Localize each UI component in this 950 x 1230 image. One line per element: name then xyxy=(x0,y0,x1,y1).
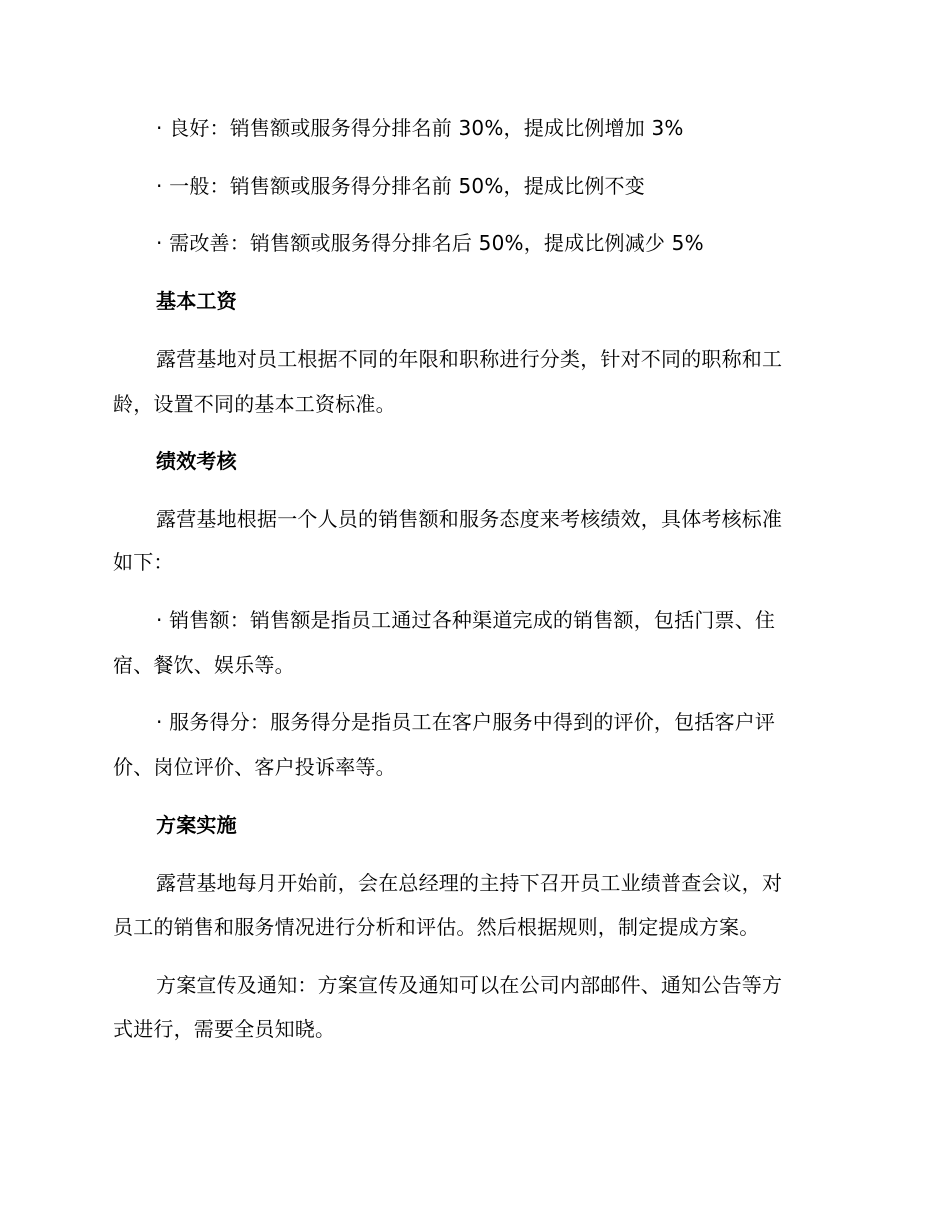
bullet-service-line1: · 服务得分：服务得分是指员工在客户服务中得到的评价，包括客户评 xyxy=(156,710,776,734)
bullet-sales-line2: 宿、餐饮、娱乐等。 xyxy=(113,653,295,677)
bullet-needs-improvement: · 需改善：销售额或服务得分排名后 50%，提成比例减少 5% xyxy=(156,231,704,255)
implementation-paragraph2-line1: 方案宣传及通知：方案宣传及通知可以在公司内部邮件、通知公告等方 xyxy=(156,973,783,997)
basic-salary-paragraph-line1: 露营基地对员工根据不同的年限和职称进行分类，针对不同的职称和工 xyxy=(156,347,783,371)
heading-basic-salary: 基本工资 xyxy=(156,289,237,313)
bullet-service-line2: 价、岗位评价、客户投诉率等。 xyxy=(113,755,396,779)
bullet-average: · 一般：销售额或服务得分排名前 50%，提成比例不变 xyxy=(156,174,645,198)
implementation-paragraph1-line1: 露营基地每月开始前，会在总经理的主持下召开员工业绩普查会议，对 xyxy=(156,871,783,895)
implementation-paragraph2-line2: 式进行，需要全员知晓。 xyxy=(113,1017,336,1041)
performance-paragraph-line1: 露营基地根据一个人员的销售额和服务态度来考核绩效，具体考核标准 xyxy=(156,507,783,531)
implementation-paragraph1-line2: 员工的销售和服务情况进行分析和评估。然后根据规则，制定提成方案。 xyxy=(113,915,760,939)
bullet-sales-line1: · 销售额：销售额是指员工通过各种渠道完成的销售额，包括门票、住 xyxy=(156,608,776,632)
performance-paragraph-line2: 如下： xyxy=(113,550,174,574)
heading-implementation: 方案实施 xyxy=(156,813,237,837)
basic-salary-paragraph-line2: 龄，设置不同的基本工资标准。 xyxy=(113,392,396,416)
heading-performance: 绩效考核 xyxy=(156,449,237,473)
bullet-good: · 良好：销售额或服务得分排名前 30%，提成比例增加 3% xyxy=(156,116,684,140)
